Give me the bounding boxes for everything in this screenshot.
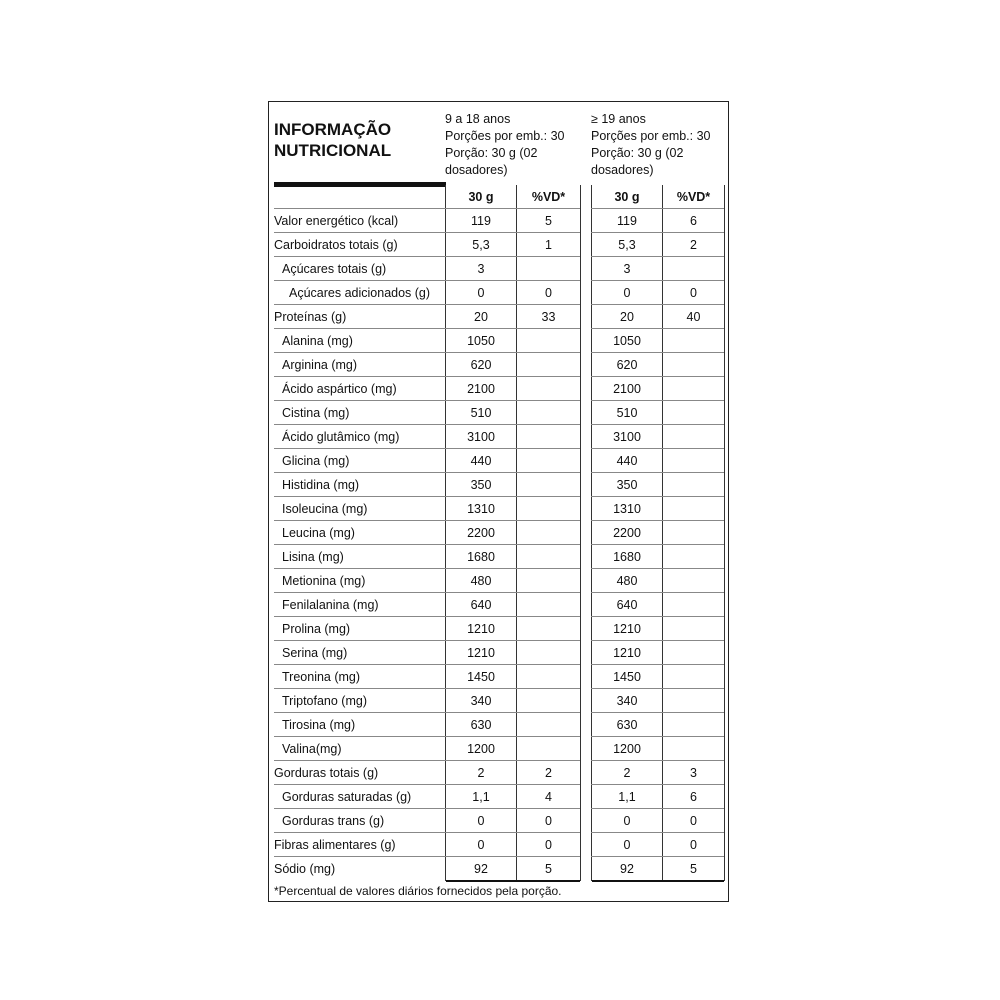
title-line-2: NUTRICIONAL xyxy=(274,141,392,160)
value-cell-b-vd xyxy=(663,689,724,713)
value-cell-b-qty: 0 xyxy=(623,286,631,300)
value-cell-b-qty: 1310 xyxy=(613,502,641,516)
group-portion-cont: dosadores) xyxy=(591,163,654,177)
value-cell-b-qty: 2 xyxy=(623,766,631,780)
nutrient-label: Triptofano (mg) xyxy=(282,694,367,708)
value-cell-a-vd xyxy=(517,377,580,401)
value-cell-a-vd xyxy=(517,353,580,377)
value-cell-a-qty: 1680 xyxy=(467,550,495,564)
value-cell-a-vd xyxy=(517,401,580,425)
value-cell-b-qty: 630 xyxy=(616,718,638,732)
nutrient-label: Valina(mg) xyxy=(282,742,342,756)
value-cell-a-vd xyxy=(517,329,580,353)
panel-title xyxy=(274,119,391,161)
value-cell-a-vd xyxy=(517,689,580,713)
value-cell-b-qty: 510 xyxy=(616,406,638,420)
value-cell-b-qty: 1050 xyxy=(613,334,641,348)
value-cell-b-qty: 1680 xyxy=(613,550,641,564)
value-cell-a-qty: 1,1 xyxy=(472,790,490,804)
nutrient-label: Ácido glutâmico (mg) xyxy=(282,430,400,444)
title-line-1: INFORMAÇÃO xyxy=(274,120,392,139)
value-cell-a-vd: 4 xyxy=(545,790,552,804)
value-cell-a-vd: 33 xyxy=(541,310,556,324)
value-cell-b-qty: 340 xyxy=(616,694,638,708)
value-cell-a-qty: 480 xyxy=(470,574,492,588)
value-cell-a-qty: 1310 xyxy=(467,502,495,516)
value-cell-a-vd xyxy=(517,545,580,569)
value-cell-b-vd: 6 xyxy=(690,790,697,804)
nutrient-label: Arginina (mg) xyxy=(282,358,358,372)
nutrient-label: Serina (mg) xyxy=(282,646,348,660)
value-cell-b-vd xyxy=(663,737,724,761)
value-cell-b-vd xyxy=(663,353,724,377)
value-cell-a-vd: 2 xyxy=(545,766,552,780)
nutrient-label: Alanina (mg) xyxy=(282,334,353,348)
value-cell-b-vd xyxy=(663,329,724,353)
value-cell-a-qty: 92 xyxy=(474,862,488,876)
value-cell-a-vd xyxy=(517,737,580,761)
value-cell-b-vd xyxy=(663,569,724,593)
col-header-qty-a: 30 g xyxy=(468,190,494,204)
nutrient-label: Ácido aspártico (mg) xyxy=(282,382,397,396)
value-cell-b-vd xyxy=(663,641,724,665)
nutrient-label: Fibras alimentares (g) xyxy=(274,838,396,852)
value-cell-a-vd: 0 xyxy=(545,814,552,828)
nutrient-label: Gorduras trans (g) xyxy=(282,814,385,828)
group-servings: Porções por emb.: 30 xyxy=(445,129,565,143)
value-cell-b-qty: 350 xyxy=(616,478,638,492)
value-cell-b-qty: 92 xyxy=(620,862,634,876)
value-cell-b-vd: 0 xyxy=(690,286,697,300)
value-cell-a-vd xyxy=(517,473,580,497)
col-header-vd-b: %VD* xyxy=(676,190,711,204)
value-cell-b-vd xyxy=(663,521,724,545)
value-cell-b-vd: 0 xyxy=(690,814,697,828)
value-cell-a-vd: 5 xyxy=(545,862,552,876)
value-cell-a-qty: 3 xyxy=(477,262,485,276)
nutrient-label: Prolina (mg) xyxy=(282,622,351,636)
value-cell-a-qty: 119 xyxy=(471,214,491,228)
value-cell-a-vd xyxy=(517,497,580,521)
value-cell-a-vd xyxy=(517,257,580,281)
value-cell-a-qty: 1210 xyxy=(467,646,495,660)
grid-vertical-line xyxy=(580,185,581,881)
value-cell-b-qty: 2100 xyxy=(613,382,641,396)
value-cell-a-qty: 2 xyxy=(477,766,485,780)
nutrient-label: Valor energético (kcal) xyxy=(274,214,399,228)
value-cell-b-qty: 1,1 xyxy=(618,790,636,804)
value-cell-b-qty: 0 xyxy=(623,814,631,828)
nutrient-label: Gorduras saturadas (g) xyxy=(282,790,412,804)
value-cell-b-qty: 1450 xyxy=(613,670,641,684)
value-cell-b-vd xyxy=(663,497,724,521)
nutrient-label: Sódio (mg) xyxy=(274,862,336,876)
group-portion-cont: dosadores) xyxy=(445,163,508,177)
value-cell-a-qty: 0 xyxy=(477,838,485,852)
value-cell-b-qty: 3100 xyxy=(613,430,641,444)
value-cell-b-qty: 5,3 xyxy=(618,238,636,252)
value-cell-b-qty: 1200 xyxy=(613,742,641,756)
value-cell-a-vd: 0 xyxy=(545,286,552,300)
value-cell-a-qty: 0 xyxy=(477,814,485,828)
value-cell-b-qty: 480 xyxy=(616,574,638,588)
value-cell-a-vd xyxy=(517,641,580,665)
table-bottom-bar xyxy=(592,880,724,882)
value-cell-b-qty: 1210 xyxy=(613,646,641,660)
nutrient-label: Metionina (mg) xyxy=(282,574,366,588)
group-age: ≥ 19 anos xyxy=(591,112,646,126)
value-cell-a-qty: 630 xyxy=(470,718,492,732)
value-cell-b-vd: 40 xyxy=(686,310,701,324)
nutrient-label: Fenilalanina (mg) xyxy=(282,598,379,612)
nutrient-label: Cistina (mg) xyxy=(282,406,350,420)
value-cell-b-vd xyxy=(663,401,724,425)
group-age: 9 a 18 anos xyxy=(445,112,511,126)
value-cell-a-qty: 5,3 xyxy=(472,238,490,252)
nutrient-label: Histidina (mg) xyxy=(282,478,360,492)
value-cell-a-qty: 510 xyxy=(470,406,492,420)
value-cell-b-vd xyxy=(663,449,724,473)
nutrient-label: Treonina (mg) xyxy=(282,670,361,684)
value-cell-a-qty: 340 xyxy=(470,694,492,708)
value-cell-b-vd: 3 xyxy=(690,766,697,780)
value-cell-b-qty: 640 xyxy=(616,598,638,612)
title-underline-bar xyxy=(274,182,446,187)
group-servings: Porções por emb.: 30 xyxy=(591,129,711,143)
value-cell-a-qty: 3100 xyxy=(467,430,495,444)
value-cell-a-vd xyxy=(517,713,580,737)
value-cell-a-vd xyxy=(517,569,580,593)
value-cell-b-qty: 620 xyxy=(616,358,638,372)
nutrient-label: Proteínas (g) xyxy=(274,310,347,324)
value-cell-b-vd: 6 xyxy=(690,214,697,228)
value-cell-b-vd xyxy=(663,713,724,737)
value-cell-b-vd xyxy=(663,593,724,617)
value-cell-a-qty: 2200 xyxy=(467,526,495,540)
nutrient-label: Açúcares adicionados (g) xyxy=(289,286,431,300)
nutrient-label: Glicina (mg) xyxy=(282,454,350,468)
col-header-vd-a: %VD* xyxy=(531,190,566,204)
group-header-19-plus xyxy=(591,111,711,179)
value-cell-a-vd xyxy=(517,449,580,473)
value-cell-a-vd xyxy=(517,593,580,617)
value-cell-a-qty: 0 xyxy=(477,286,485,300)
value-cell-b-qty: 0 xyxy=(623,838,631,852)
nutrient-label: Carboidratos totais (g) xyxy=(274,238,398,252)
value-cell-b-vd xyxy=(663,377,724,401)
value-cell-b-vd: 0 xyxy=(690,838,697,852)
table-bottom-bar xyxy=(446,880,580,882)
nutrient-label: Açúcares totais (g) xyxy=(282,262,387,276)
value-cell-b-vd xyxy=(663,617,724,641)
value-cell-b-qty: 119 xyxy=(617,214,637,228)
footnote: *Percentual de valores diários fornecidos pela porção. xyxy=(274,884,562,898)
value-cell-a-qty: 440 xyxy=(470,454,492,468)
group-portion: Porção: 30 g (02 xyxy=(591,146,684,160)
value-cell-a-vd: 0 xyxy=(545,838,552,852)
value-cell-a-qty: 1200 xyxy=(467,742,495,756)
value-cell-b-vd: 5 xyxy=(690,862,697,876)
col-header-qty-b: 30 g xyxy=(614,190,640,204)
value-cell-b-qty: 3 xyxy=(623,262,631,276)
value-cell-b-vd: 2 xyxy=(690,238,697,252)
value-cell-b-vd xyxy=(663,545,724,569)
nutrient-label: Lisina (mg) xyxy=(282,550,344,564)
value-cell-b-vd xyxy=(663,665,724,689)
nutrient-label: Isoleucina (mg) xyxy=(282,502,368,516)
value-cell-a-vd xyxy=(517,425,580,449)
value-cell-a-vd xyxy=(517,665,580,689)
value-cell-a-qty: 20 xyxy=(474,310,488,324)
nutrient-label: Leucina (mg) xyxy=(282,526,355,540)
value-cell-a-vd: 5 xyxy=(545,214,552,228)
value-cell-a-qty: 620 xyxy=(470,358,492,372)
value-cell-a-qty: 1050 xyxy=(467,334,495,348)
group-header-9-18 xyxy=(445,111,565,179)
nutrition-facts-panel xyxy=(268,101,729,902)
grid-vertical-line xyxy=(724,185,725,881)
value-cell-b-qty: 1210 xyxy=(613,622,641,636)
nutrient-label: Tirosina (mg) xyxy=(282,718,356,732)
value-cell-b-qty: 440 xyxy=(616,454,638,468)
nutrient-label: Gorduras totais (g) xyxy=(274,766,379,780)
group-portion: Porção: 30 g (02 xyxy=(445,146,538,160)
value-cell-a-vd: 1 xyxy=(545,238,552,252)
value-cell-a-qty: 350 xyxy=(470,478,492,492)
value-cell-a-qty: 1210 xyxy=(467,622,495,636)
value-cell-a-qty: 2100 xyxy=(467,382,495,396)
value-cell-b-vd xyxy=(663,425,724,449)
value-cell-a-qty: 1450 xyxy=(467,670,495,684)
value-cell-a-vd xyxy=(517,521,580,545)
value-cell-b-vd xyxy=(663,473,724,497)
value-cell-b-vd xyxy=(663,257,724,281)
value-cell-a-vd xyxy=(517,617,580,641)
value-cell-a-qty: 640 xyxy=(470,598,492,612)
value-cell-b-qty: 20 xyxy=(620,310,634,324)
value-cell-b-qty: 2200 xyxy=(613,526,641,540)
